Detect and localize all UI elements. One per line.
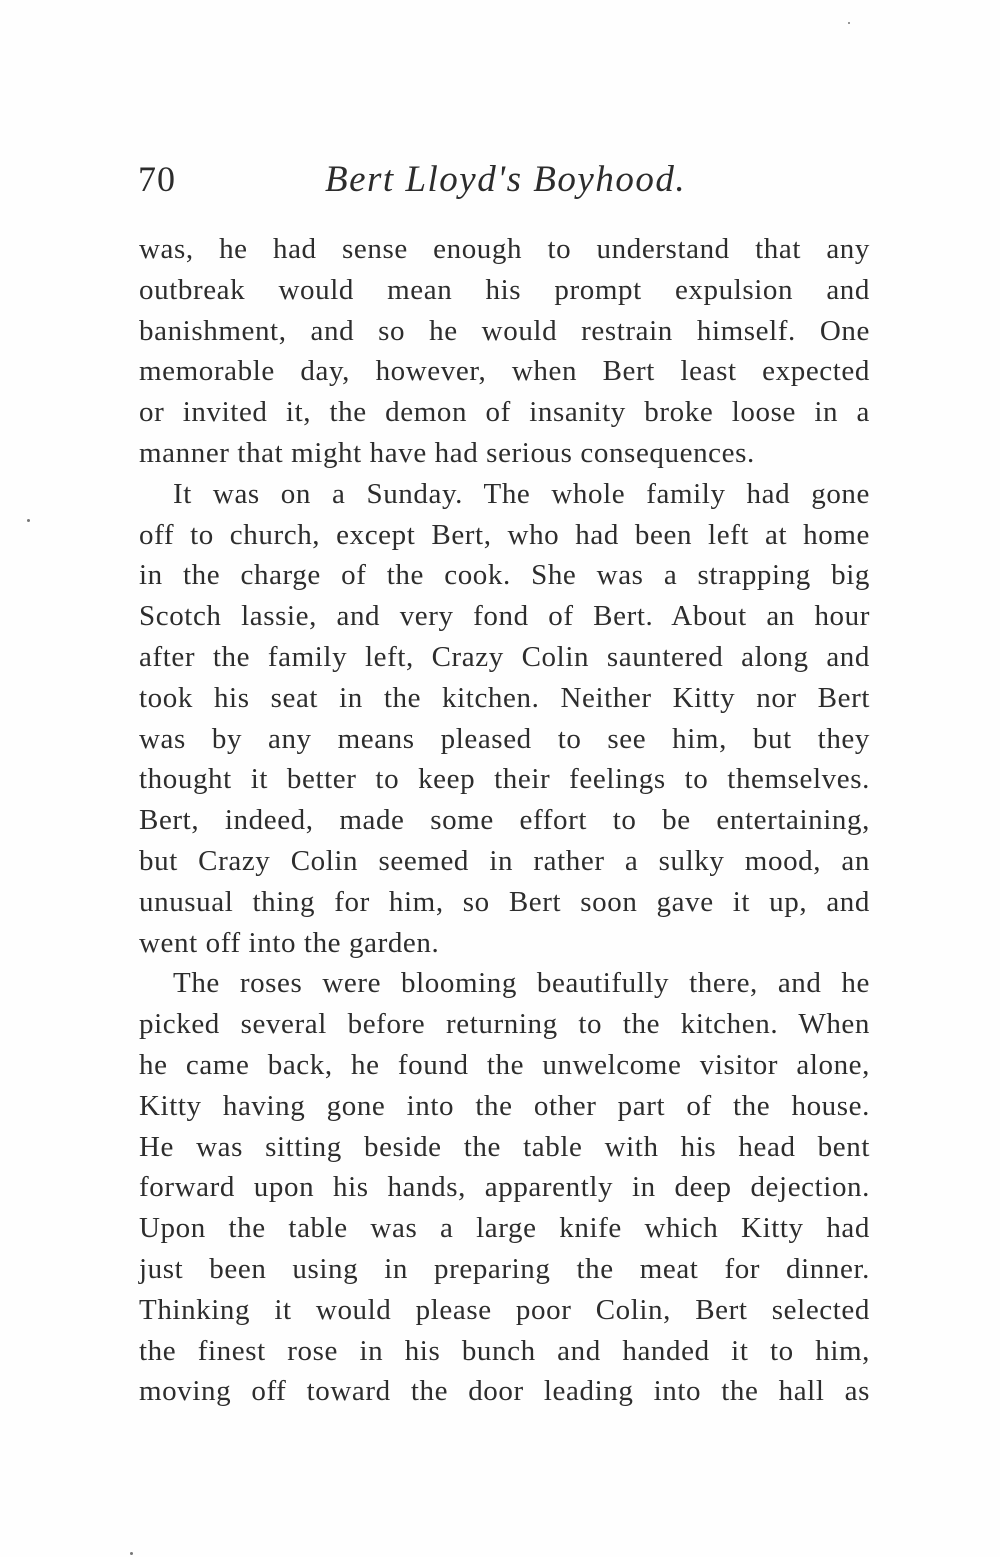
print-speck (130, 1552, 133, 1555)
print-speck (848, 22, 850, 24)
text-line: Thinking it would please poor Colin, Bert selected (139, 1293, 870, 1326)
text-line: he came back, he found the unwelcome visitor alone, (139, 1048, 870, 1081)
print-speck (27, 519, 30, 522)
text-line: or invited it, the demon of insanity broke loose in a (139, 396, 870, 429)
text-line: memorable day, however, when Bert least expected (139, 355, 870, 388)
text-line: after the family left, Crazy Colin sauntered along and (139, 640, 870, 673)
text-line: forward upon his hands, apparently in deep dejection. (139, 1171, 870, 1204)
text-line: but Crazy Colin seemed in rather a sulky mood, an (139, 844, 870, 877)
text-line: Kitty having gone into the other part of the house. (139, 1089, 870, 1122)
text-line: It was on a Sunday. The whole family had gone (173, 477, 870, 510)
text-line: manner that might have had serious consequences. (139, 436, 755, 469)
text-line: thought it better to keep their feelings to themselves. (139, 763, 870, 796)
text-line: picked several before returning to the kitchen. When (139, 1008, 870, 1041)
text-line: moving off toward the door leading into the hall as (139, 1375, 870, 1408)
text-line: was by any means pleased to see him, but they (139, 722, 870, 755)
body-text (139, 229, 870, 1412)
text-line: The roses were blooming beautifully there, and he (173, 967, 870, 1000)
text-line: Scotch lassie, and very fond of Bert. About an hour (139, 600, 870, 633)
text-line: in the charge of the cook. She was a strapping big (139, 559, 870, 592)
text-line: off to church, except Bert, who had been left at home (139, 518, 870, 551)
page-number: 70 (138, 159, 176, 199)
text-line: Upon the table was a large knife which Kitty had (139, 1212, 870, 1245)
text-line: unusual thing for him, so Bert soon gave it up, and (139, 885, 870, 918)
text-line: went off into the garden. (139, 926, 440, 959)
page-header (138, 158, 878, 208)
running-title: Bert Lloyd's Boyhood. (325, 159, 687, 200)
text-line: banishment, and so he would restrain himself. One (139, 314, 870, 347)
text-line: He was sitting beside the table with his head bent (139, 1130, 870, 1163)
text-line: was, he had sense enough to understand that any (139, 233, 870, 265)
text-line: just been using in preparing the meat for dinner. (139, 1252, 870, 1285)
text-line: Bert, indeed, made some effort to be entertaining, (139, 804, 870, 837)
text-line: outbreak would mean his prompt expulsion and (139, 273, 870, 306)
text-line: took his seat in the kitchen. Neither Kitty nor Bert (139, 681, 870, 714)
paragraph-1 (139, 229, 870, 474)
text-line: the finest rose in his bunch and handed it to him, (139, 1334, 870, 1367)
paragraph-3 (139, 963, 870, 1412)
paragraph-2 (139, 474, 870, 964)
